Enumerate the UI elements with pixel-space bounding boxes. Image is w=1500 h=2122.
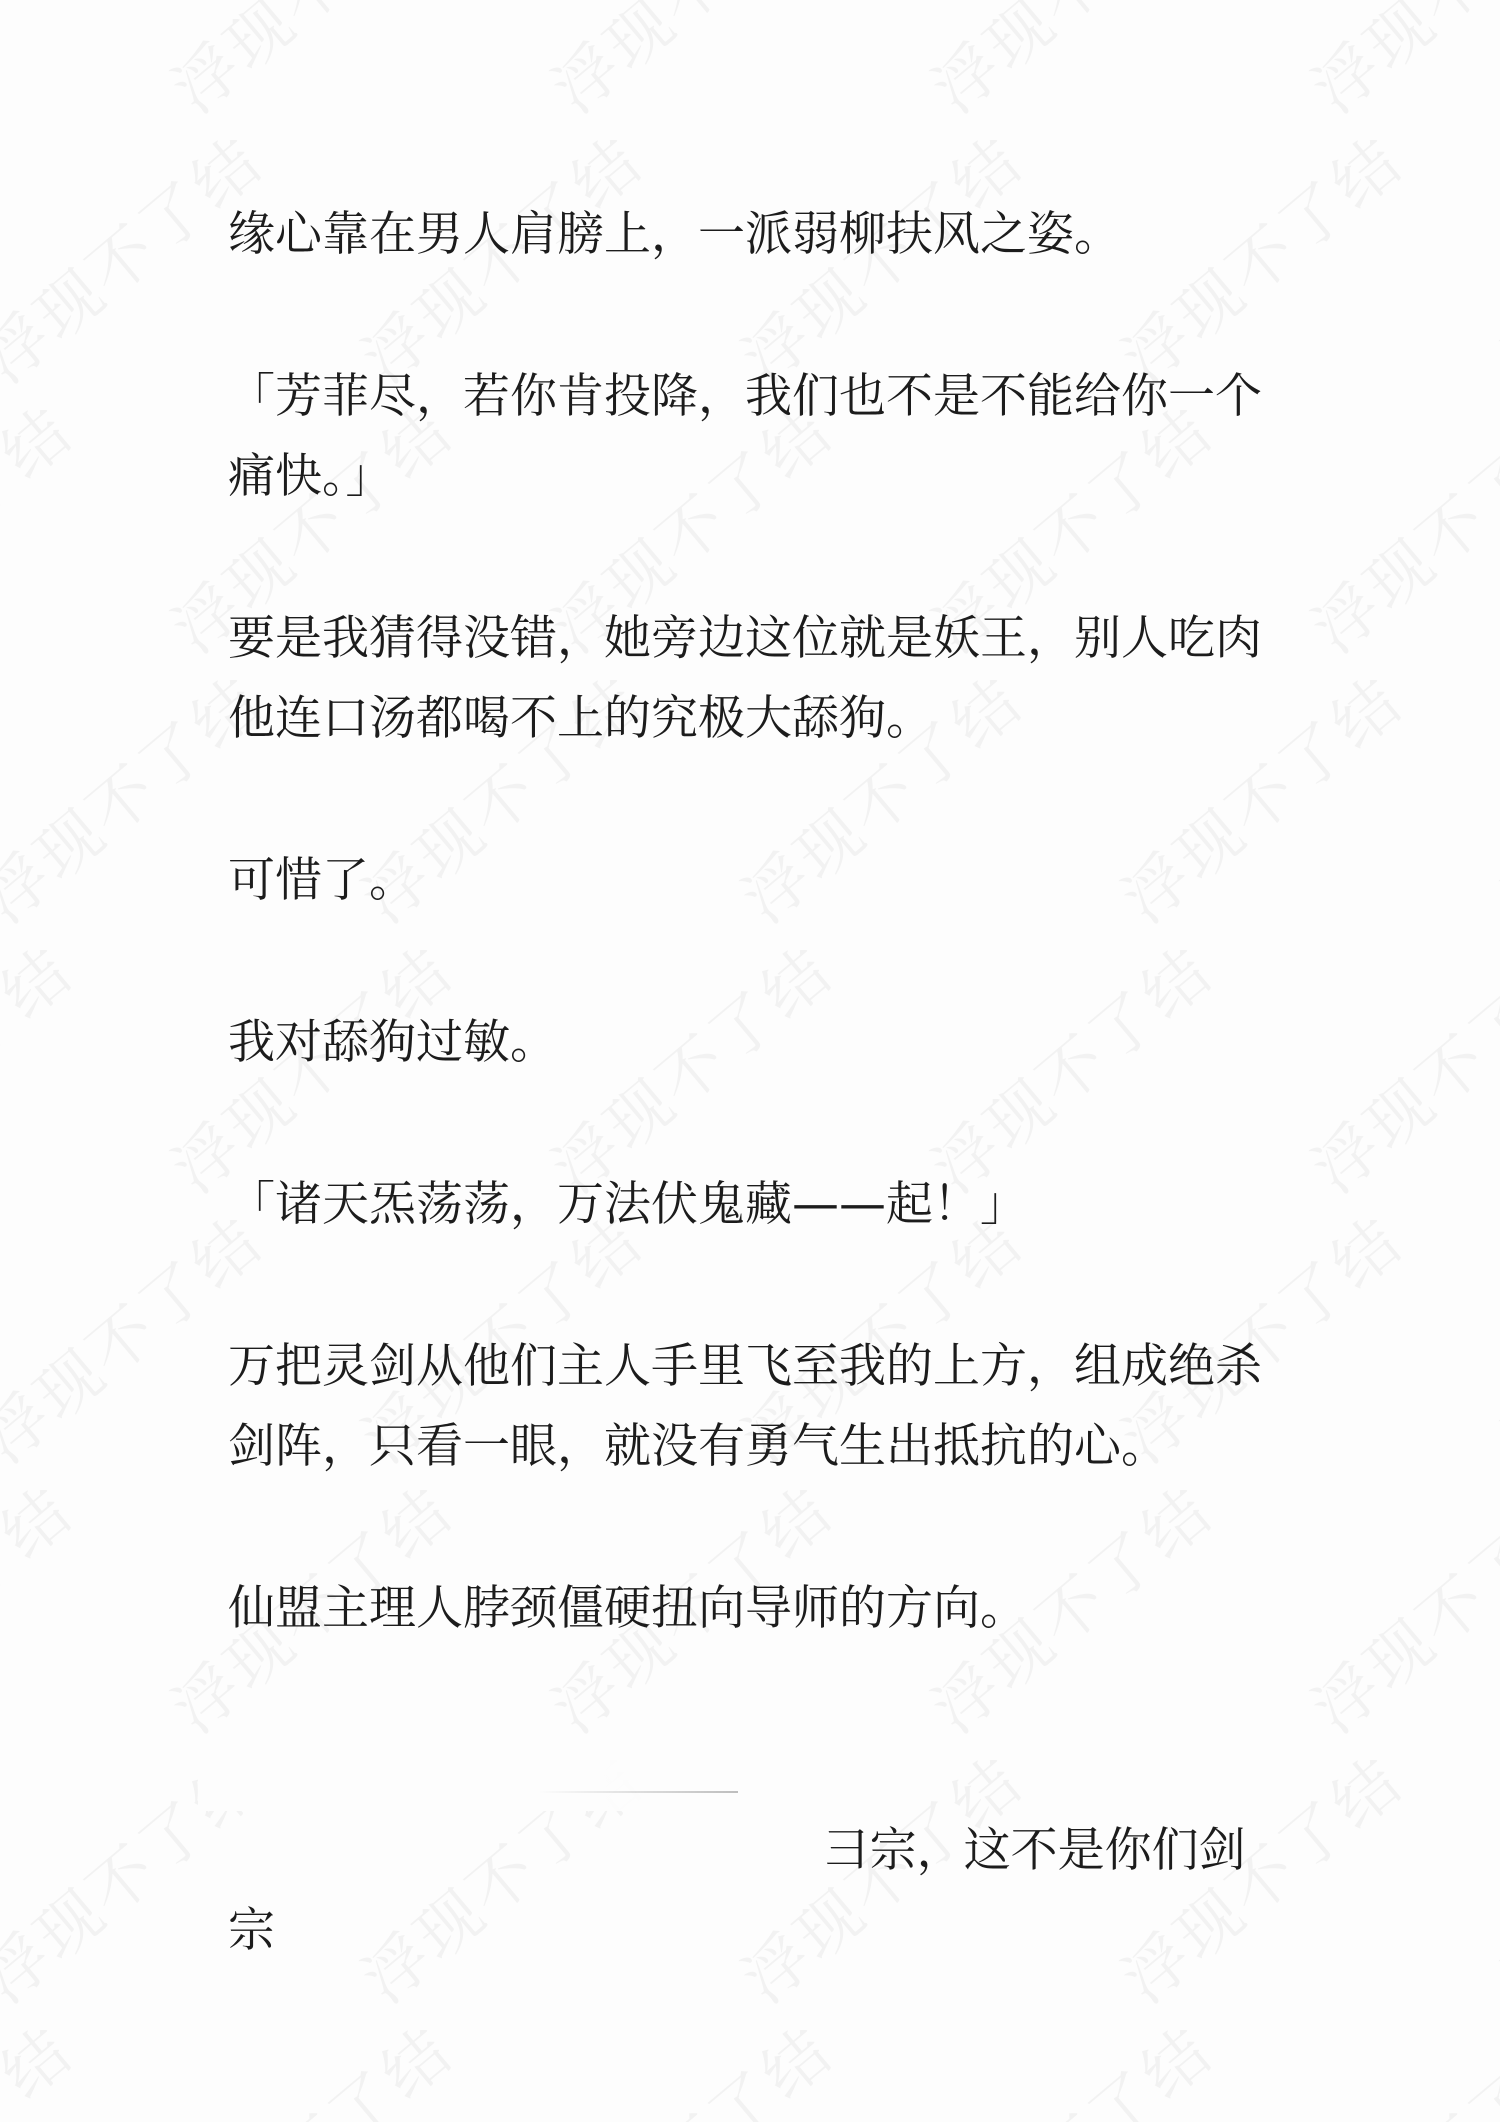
- watermark-text: [1480, 651, 1500, 940]
- watermark-text: [1480, 1731, 1500, 2020]
- fade-overlay: [198, 1739, 738, 1811]
- watermark-text: [1480, 111, 1500, 400]
- paragraph-3: 要是我猜得没错，她旁边这位就是妖王，别人吃肉他连口汤都喝不上的究极大舔狗。: [228, 611, 1262, 746]
- watermark-text: [150, 0, 470, 130]
- watermark-text: [0, 1461, 90, 1750]
- paragraph-6: 「诸天炁荡荡，万法伏鬼藏——起！」: [228, 1177, 1027, 1232]
- paragraph-5: 我对舔狗过敏。: [228, 1015, 557, 1070]
- watermark-text: [0, 381, 90, 670]
- watermark-text: [1290, 0, 1500, 130]
- paragraph-4: 可惜了。: [228, 853, 416, 908]
- watermark-text: [530, 0, 850, 130]
- paragraph-2: 「芳菲尽，若你肯投降，我们也不是不能给你一个痛快。」: [228, 369, 1262, 504]
- watermark-text: [1290, 921, 1500, 1210]
- watermark-text: [1290, 381, 1500, 670]
- text-content: [228, 195, 1288, 2122]
- watermark-text: [0, 2001, 90, 2122]
- watermark-text: [0, 0, 90, 130]
- partial-line-text: 彐宗，这不是你们剑宗: [228, 1823, 1246, 1958]
- paragraph-1: 缘心靠在男人肩膀上，一派弱柳扶风之姿。: [228, 207, 1121, 262]
- faded-partial-line: [228, 1731, 1288, 2122]
- watermark-text: [1480, 1191, 1500, 1480]
- watermark-text: [0, 921, 90, 1210]
- fade-line: [538, 1791, 738, 1793]
- watermark-text: [1290, 2001, 1500, 2122]
- paragraph-7: 万把灵剑从他们主人手里飞至我的上方，组成绝杀剑阵，只看一眼，就没有勇气生出抵抗的心。: [228, 1339, 1262, 1474]
- watermark-text: [910, 0, 1230, 130]
- paragraph-8: 仙盟主理人脖颈僵硬扭向导师的方向。: [228, 1581, 1027, 1636]
- watermark-text: [1290, 1461, 1500, 1750]
